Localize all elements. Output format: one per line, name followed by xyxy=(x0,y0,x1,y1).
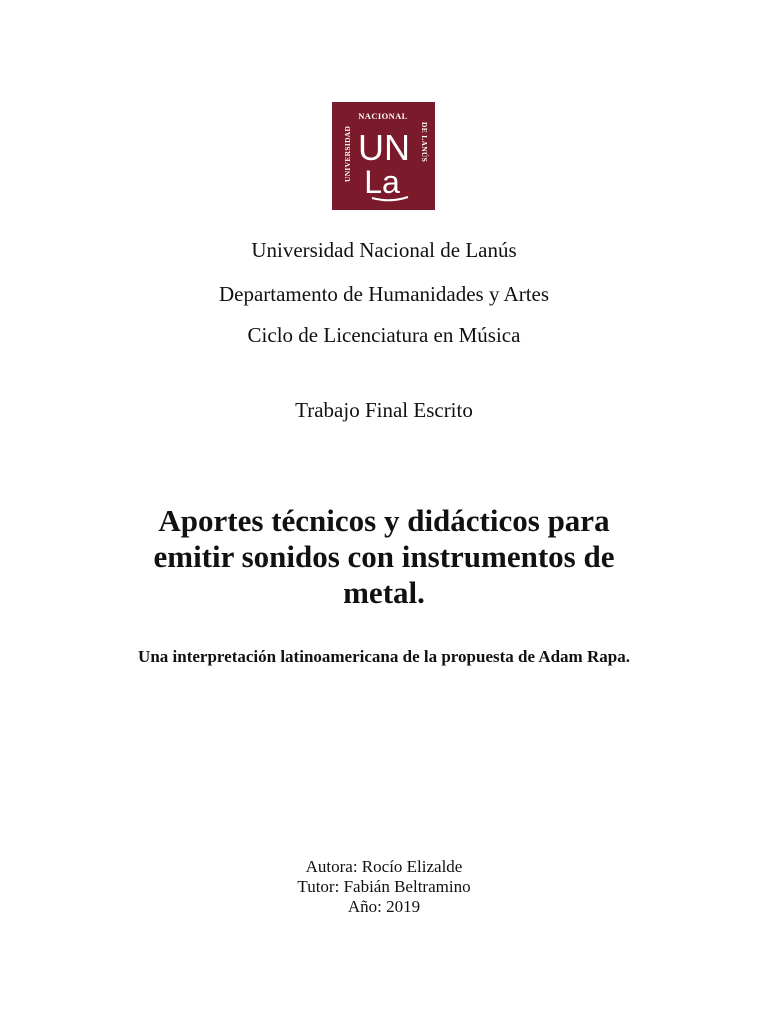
logo-line-un: UN xyxy=(358,127,410,168)
university-name: Universidad Nacional de Lanús xyxy=(251,238,517,262)
logo-curved-text-top: NACIONAL xyxy=(358,111,408,121)
program-name: Ciclo de Licenciatura en Música xyxy=(247,323,521,347)
author-line: Autora: Rocío Elizalde xyxy=(305,857,463,876)
document-type: Trabajo Final Escrito xyxy=(295,398,473,422)
logo-curved-text-right: DE LANÚS xyxy=(420,122,429,163)
document-subtitle: Una interpretación latinoamericana de la propuesta de Adam Rapa. xyxy=(138,647,630,666)
year-line: Año: 2019 xyxy=(347,897,421,916)
document-title: Aportes técnicos y didácticos para emitir sonidos con instrumentos de metal. xyxy=(153,503,615,610)
tutor-line: Tutor: Fabián Beltramino xyxy=(297,877,471,896)
logo-line-la: La xyxy=(364,164,400,200)
department-name: Departamento de Humanidades y Artes xyxy=(218,282,550,306)
university-logo xyxy=(332,102,435,210)
unla-logo-graphic xyxy=(332,102,435,210)
logo-curved-text-left: UNIVERSIDAD xyxy=(343,125,352,182)
